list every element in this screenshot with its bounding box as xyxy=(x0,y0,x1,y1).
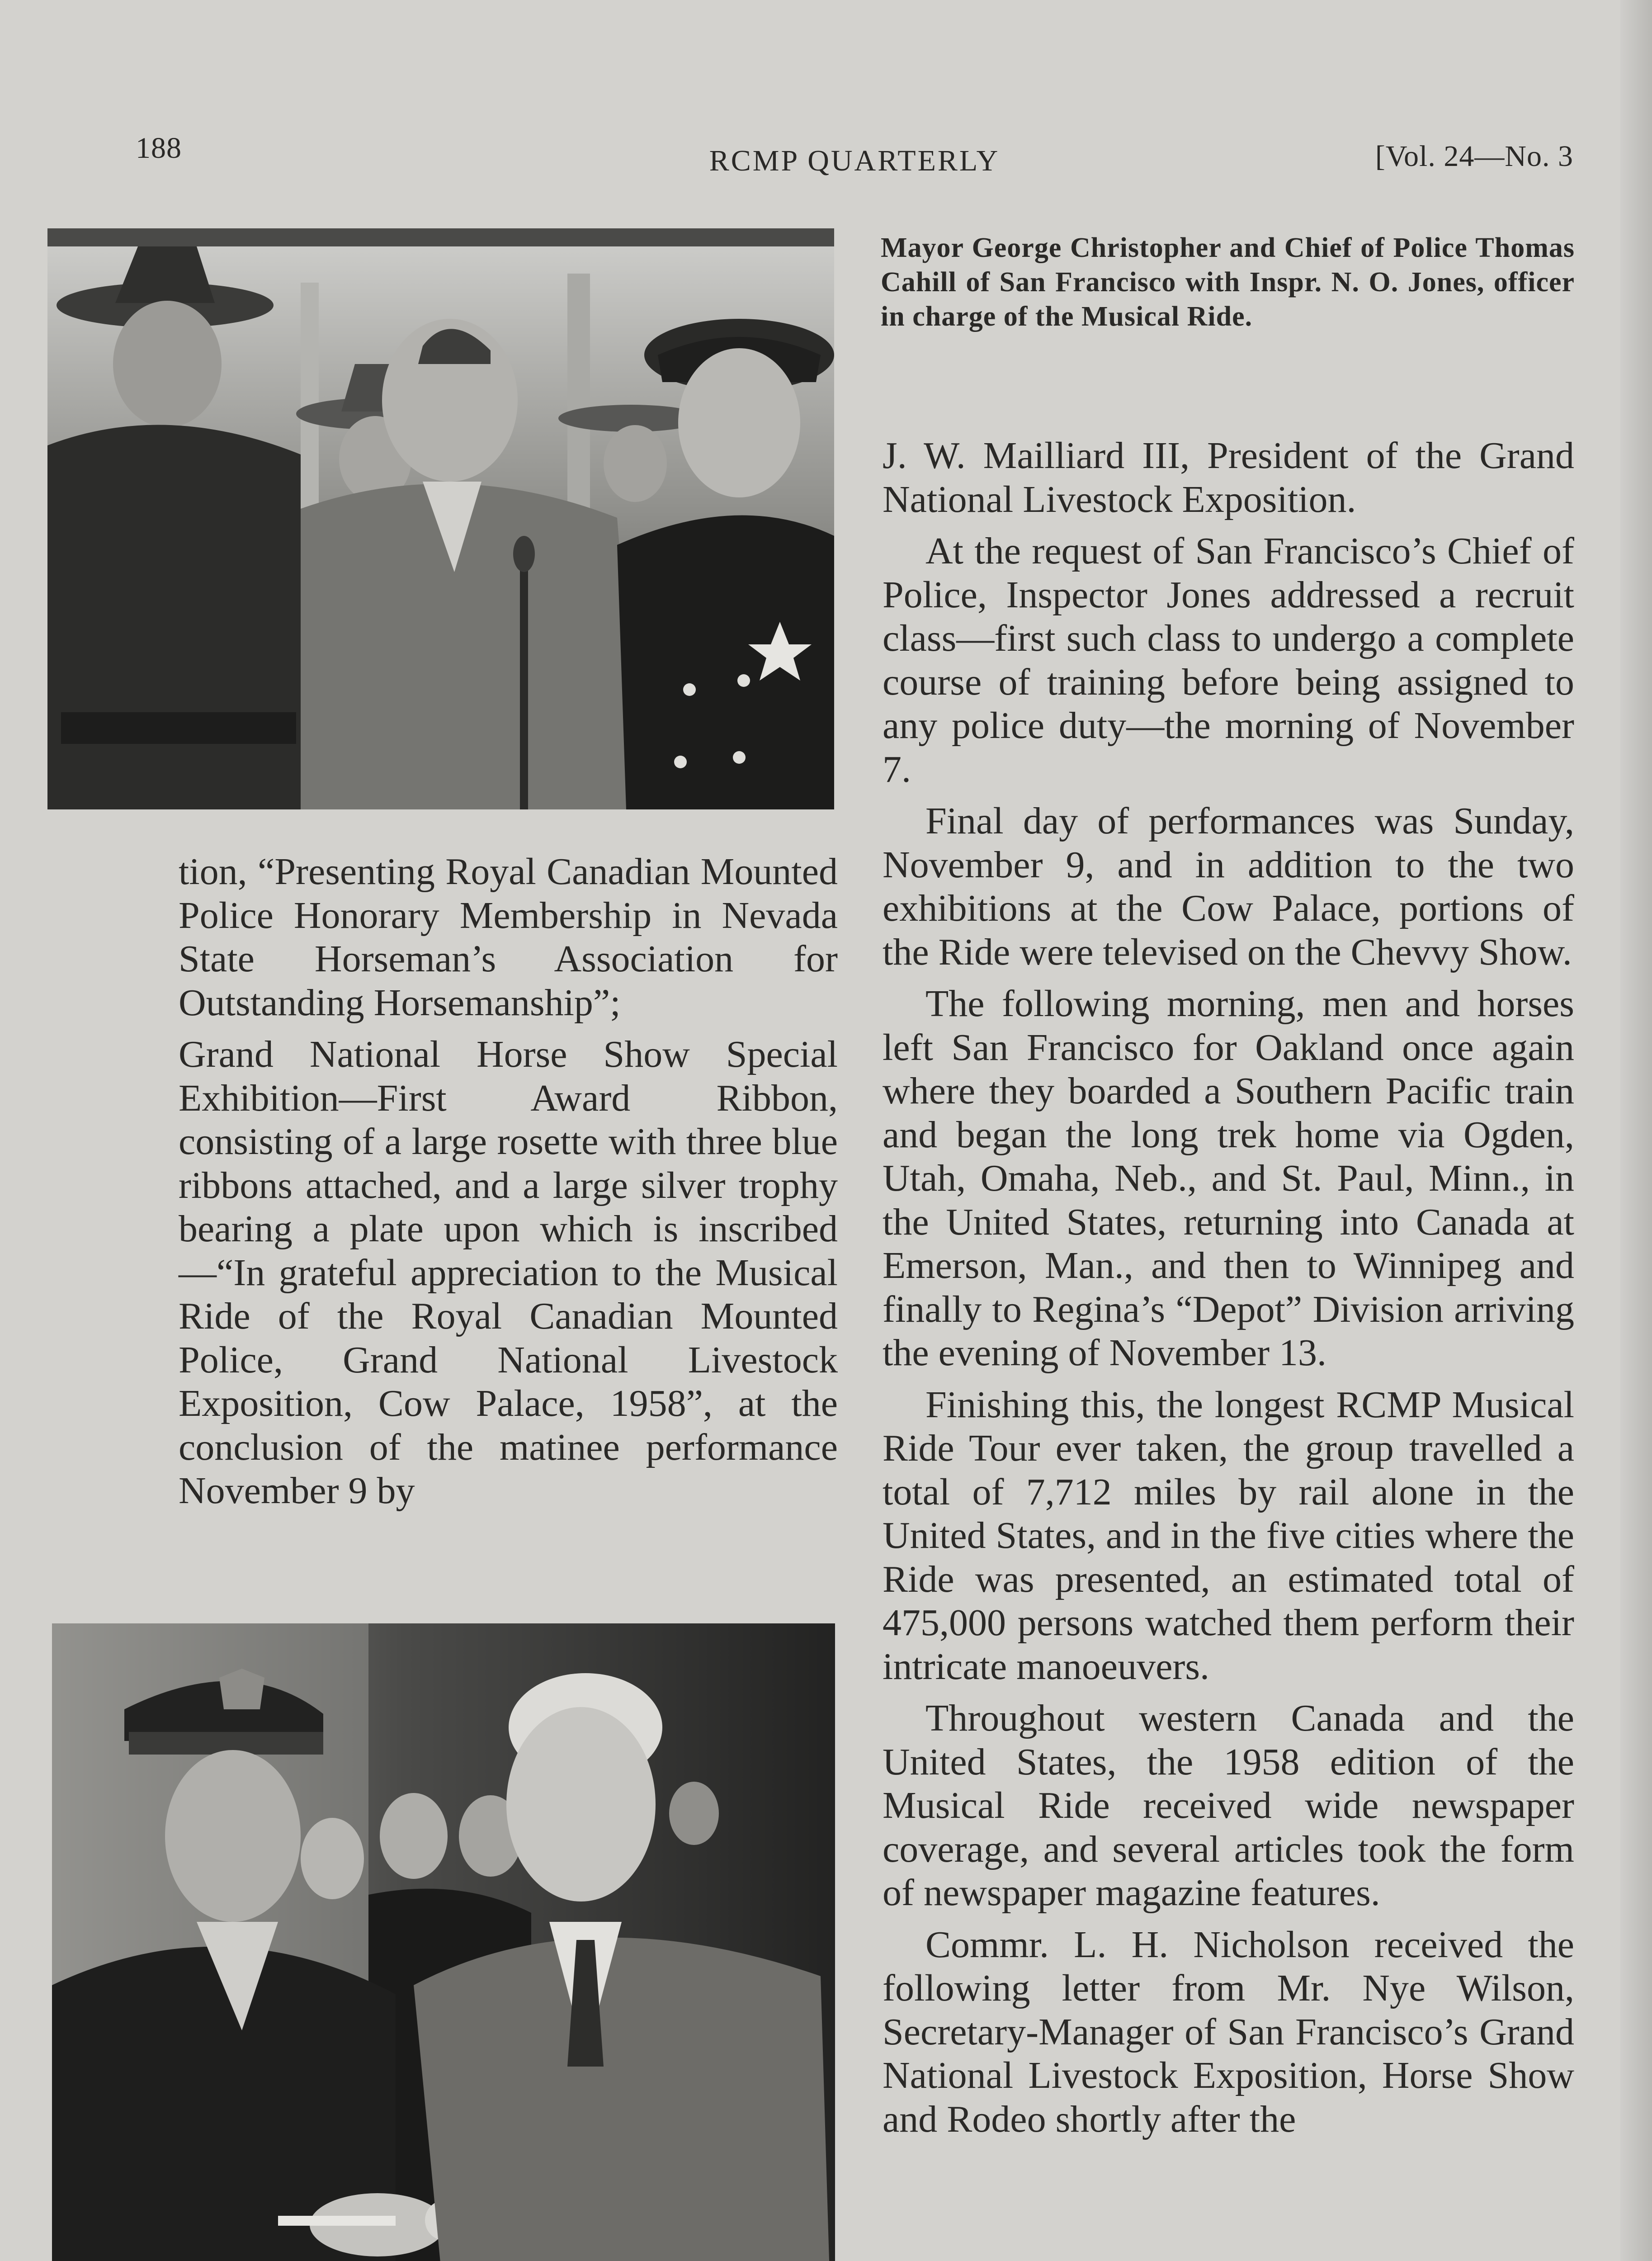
paragraph: Commr. L. H. Nicholson received the following letter from Mr. Nye Wilson, Secretary-Manager of San Francisco’s Grand National Livestock Exposition, Horse Show and Rodeo shortly after the xyxy=(883,1923,1574,2140)
paragraph: Finishing this, the longest RCMP Musical Ride Tour ever taken, the group travelled a total of 7,712 miles by rail alone in the United States, and in the five cities where the Ride was presented, an estimated total of 475,000 persons watched them perform their intricate manoeuvers. xyxy=(883,1383,1574,1688)
left-column xyxy=(179,850,838,1513)
page-number: 188 xyxy=(136,132,182,165)
journal-title: RCMP QUARTERLY xyxy=(709,144,1000,177)
paragraph: The following morning, men and horses left San Francisco for Oakland once again where they boarded a Southern Pacific train and began the long trek home via Ogden, Utah, Omaha, Neb., and St. Paul, Minn., in the United States, returning into Canada at Emerson, Man., and then to Winnipeg and finally to Regina’s “Depot” Division arriving the evening of November 13. xyxy=(883,983,1574,1374)
running-header xyxy=(136,131,1573,181)
volume-issue: [Vol. 24—No. 3 xyxy=(1375,140,1573,173)
photo-key-to-city xyxy=(52,1623,835,2261)
photo-mayor-chief-inspector xyxy=(47,228,834,809)
photograph-icon xyxy=(52,1623,835,2261)
paragraph: Throughout western Canada and the United States, the 1958 edition of the Musical Ride received wide newspaper coverage, and several articles took the form of newspaper magazine features. xyxy=(883,1697,1574,1914)
paragraph: Grand National Horse Show Special Exhibition—First Award Ribbon, consisting of a large rosette with three blue ribbons attached, and a large silver trophy bearing a plate upon which is inscribed—“In grateful appreciation to the Musical Ride of the Royal Canadian Mounted Police, Grand National Livestock Exposition, Cow Palace, 1958”, at the conclusion of the matinee performance November 9 by xyxy=(179,1033,838,1512)
paragraph: J. W. Mailliard III, President of the Grand National Livestock Exposition. xyxy=(883,435,1574,520)
right-column xyxy=(883,434,1574,2141)
photograph-icon xyxy=(47,228,834,809)
photo-caption-top: Mayor George Christopher and Chief of Police Thomas Cahill of San Francisco with Inspr. N. O. Jones, officer in charge of the Musical Ride. xyxy=(881,232,1575,332)
paragraph: At the request of San Francisco’s Chief of Police, Inspector Jones addressed a recruit class—first such class to undergo a complete course of training before being assigned to any police duty—the morning of November 7. xyxy=(883,530,1574,790)
page-edge-shadow xyxy=(1620,0,1652,2261)
paragraph: tion, “Presenting Royal Canadian Mounted Police Honorary Membership in Nevada State Horseman’s Association for Outstanding Horsemanship”; xyxy=(179,851,838,1024)
paragraph: Final day of performances was Sunday, November 9, and in addition to the two exhibitions at the Cow Palace, portions of the Ride were televised on the Chevvy Show. xyxy=(883,800,1574,973)
